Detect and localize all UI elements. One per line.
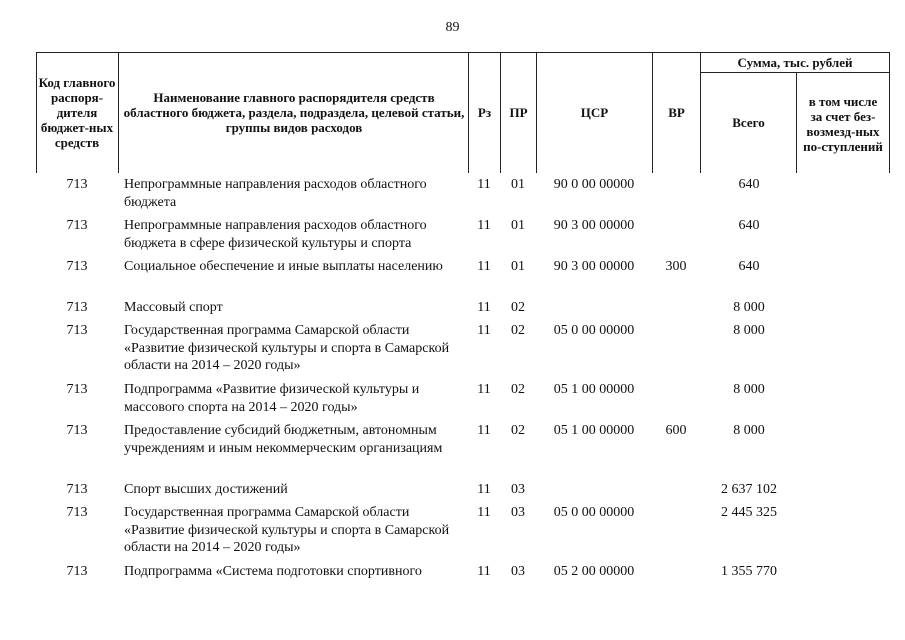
cell-csr: 90 3 00 00000 (553, 259, 635, 274)
table-row (36, 504, 890, 563)
cell-rz: 11 (477, 259, 491, 274)
cell-pr: 03 (511, 482, 525, 497)
cell-name: Социальное обеспечение и иные выплаты населению (124, 259, 443, 274)
cell-code: 713 (66, 505, 88, 520)
cell-total: 2 637 102 (721, 482, 777, 497)
table-row (36, 381, 890, 422)
table-row (36, 217, 890, 258)
cell-pr: 01 (511, 259, 525, 274)
cell-total: 1 355 770 (721, 564, 777, 579)
header-sum-group: Сумма, тыс. рублей (737, 55, 853, 70)
cell-vr: 600 (665, 423, 687, 438)
cell-rz: 11 (477, 218, 491, 233)
cell-total: 8 000 (733, 300, 765, 315)
divider (796, 72, 797, 173)
cell-pr: 01 (511, 177, 525, 192)
cell-code: 713 (66, 218, 88, 233)
table-row (36, 299, 890, 322)
cell-rz: 11 (477, 482, 491, 497)
cell-csr: 05 0 00 00000 (553, 323, 635, 338)
cell-name: Государственная программа Самарской области «Развитие физической культуры и спорта в Самарской области на 2014 – 2020 годы» (124, 505, 450, 555)
cell-vr: 300 (665, 259, 687, 274)
cell-code: 713 (66, 564, 88, 579)
cell-rz: 11 (477, 564, 491, 579)
cell-code: 713 (66, 177, 88, 192)
cell-name: Непрограммные направления расходов областного бюджета в сфере физической культуры и спорта (124, 218, 427, 251)
cell-total: 640 (738, 259, 760, 274)
cell-csr: 05 2 00 00000 (553, 564, 635, 579)
cell-pr: 01 (511, 218, 525, 233)
cell-pr: 02 (511, 423, 525, 438)
cell-name: Массовый спорт (124, 300, 223, 315)
cell-code: 713 (66, 423, 88, 438)
cell-pr: 03 (511, 505, 525, 520)
table-row (36, 422, 890, 481)
cell-pr: 02 (511, 323, 525, 338)
page-number: 89 (445, 20, 460, 35)
cell-code: 713 (66, 259, 88, 274)
cell-total: 640 (738, 177, 760, 192)
cell-csr: 05 1 00 00000 (553, 423, 635, 438)
table-row (36, 481, 890, 504)
cell-name: Предоставление субсидий бюджетным, автономным учреждениям и иным некоммерческим организациям (124, 423, 443, 456)
cell-csr: 05 1 00 00000 (553, 382, 635, 397)
table-row (36, 258, 890, 299)
header-csr: ЦСР (580, 105, 609, 120)
cell-total: 640 (738, 218, 760, 233)
cell-pr: 03 (511, 564, 525, 579)
cell-name: Государственная программа Самарской области «Развитие физической культуры и спорта в Самарской области на 2014 – 2020 годы» (124, 323, 450, 373)
cell-csr: 90 0 00 00000 (553, 177, 635, 192)
header-rz: Рз (477, 105, 492, 120)
cell-code: 713 (66, 382, 88, 397)
table-header (36, 52, 890, 173)
cell-code: 713 (66, 482, 88, 497)
cell-rz: 11 (477, 423, 491, 438)
cell-code: 713 (66, 323, 88, 338)
cell-name: Спорт высших достижений (124, 482, 288, 497)
divider (36, 52, 37, 173)
cell-rz: 11 (477, 323, 491, 338)
divider (889, 52, 890, 173)
table-row (36, 563, 890, 586)
cell-code: 713 (66, 300, 88, 315)
cell-name: Подпрограмма «Система подготовки спортивного (124, 564, 422, 579)
cell-rz: 11 (477, 382, 491, 397)
header-name: Наименование главного распорядителя средств областного бюджета, раздела, подраздела, целевой статьи, группы видов расходов (123, 90, 465, 135)
cell-csr: 05 0 00 00000 (553, 505, 635, 520)
header-code: Код главного распоря-дителя бюджет-ных средств (38, 75, 116, 150)
header-total: Всего (732, 115, 765, 130)
header-vr: ВР (668, 105, 685, 120)
cell-total: 8 000 (733, 323, 765, 338)
cell-rz: 11 (477, 505, 491, 520)
header-pr: ПР (509, 105, 528, 120)
cell-name: Непрограммные направления расходов областного бюджета (124, 177, 427, 210)
cell-total: 8 000 (733, 423, 765, 438)
table-row (36, 322, 890, 381)
divider (118, 52, 119, 173)
table-body (36, 176, 890, 586)
cell-rz: 11 (477, 300, 491, 315)
cell-pr: 02 (511, 382, 525, 397)
table-row (36, 176, 890, 217)
divider (700, 72, 890, 73)
header-incl: в том числе за счет без-возмезд-ных по-ступлений (803, 93, 883, 154)
cell-csr: 90 3 00 00000 (553, 218, 635, 233)
cell-name: Подпрограмма «Развитие физической культуры и массового спорта на 2014 – 2020 годы» (124, 382, 420, 415)
cell-total: 2 445 325 (721, 505, 777, 520)
cell-pr: 02 (511, 300, 525, 315)
cell-rz: 11 (477, 177, 491, 192)
cell-total: 8 000 (733, 382, 765, 397)
